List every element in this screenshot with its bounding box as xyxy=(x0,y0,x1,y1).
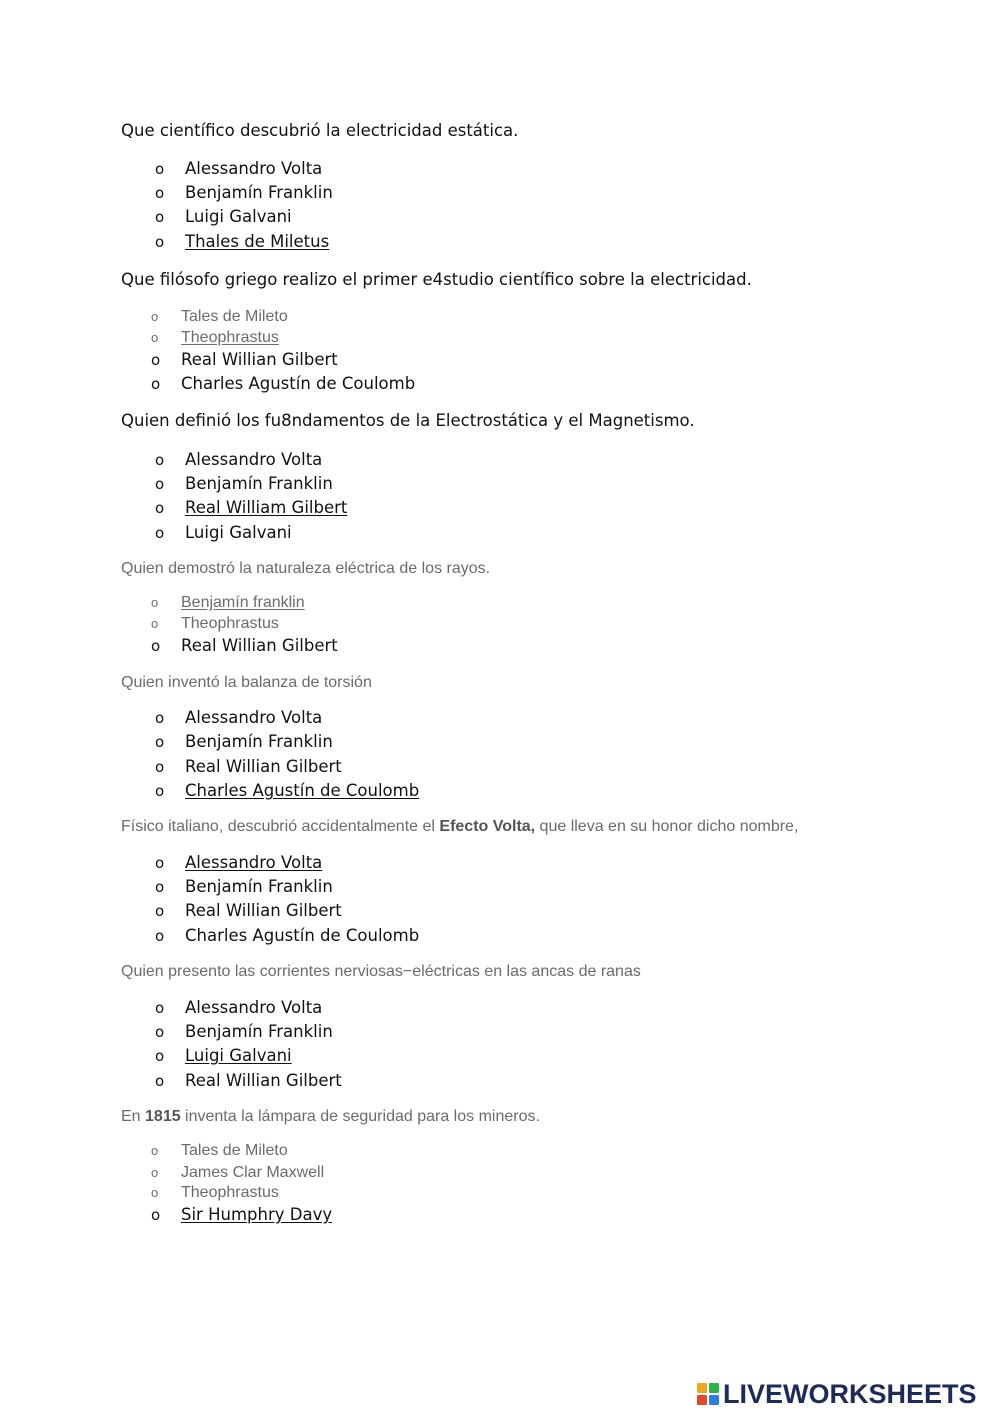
logo-square-2 xyxy=(709,1383,719,1393)
logo-mark-icon xyxy=(697,1383,719,1405)
logo-text: LIVEWORKSHEETS xyxy=(723,1378,977,1409)
question-6: Físico italiano, descubrió accidentalmente el Efecto Volta, que lleva en su honor dicho nombre, xyxy=(121,818,799,835)
question-3: Quien definió los fu8ndamentos de la Electrostática y el Magnetismo. xyxy=(121,411,695,430)
question-2: Que filósofo griego realizo el primer e4studio científico sobre la electricidad. xyxy=(121,270,752,289)
question-8: En 1815 inventa la lámpara de seguridad para los mineros. xyxy=(121,1108,540,1125)
question-1: Que científico descubrió la electricidad estática. xyxy=(121,121,519,140)
logo-square-1 xyxy=(697,1383,707,1393)
question-5: Quien inventó la balanza de torsión xyxy=(121,674,372,691)
logo-square-3 xyxy=(697,1395,707,1405)
question-7: Quien presento las corrientes nerviosas−eléctricas en las ancas de ranas xyxy=(121,963,641,980)
question-4: Quien demostró la naturaleza eléctrica de los rayos. xyxy=(121,560,491,577)
logo-square-4 xyxy=(709,1395,719,1405)
liveworksheets-logo xyxy=(697,1378,977,1410)
